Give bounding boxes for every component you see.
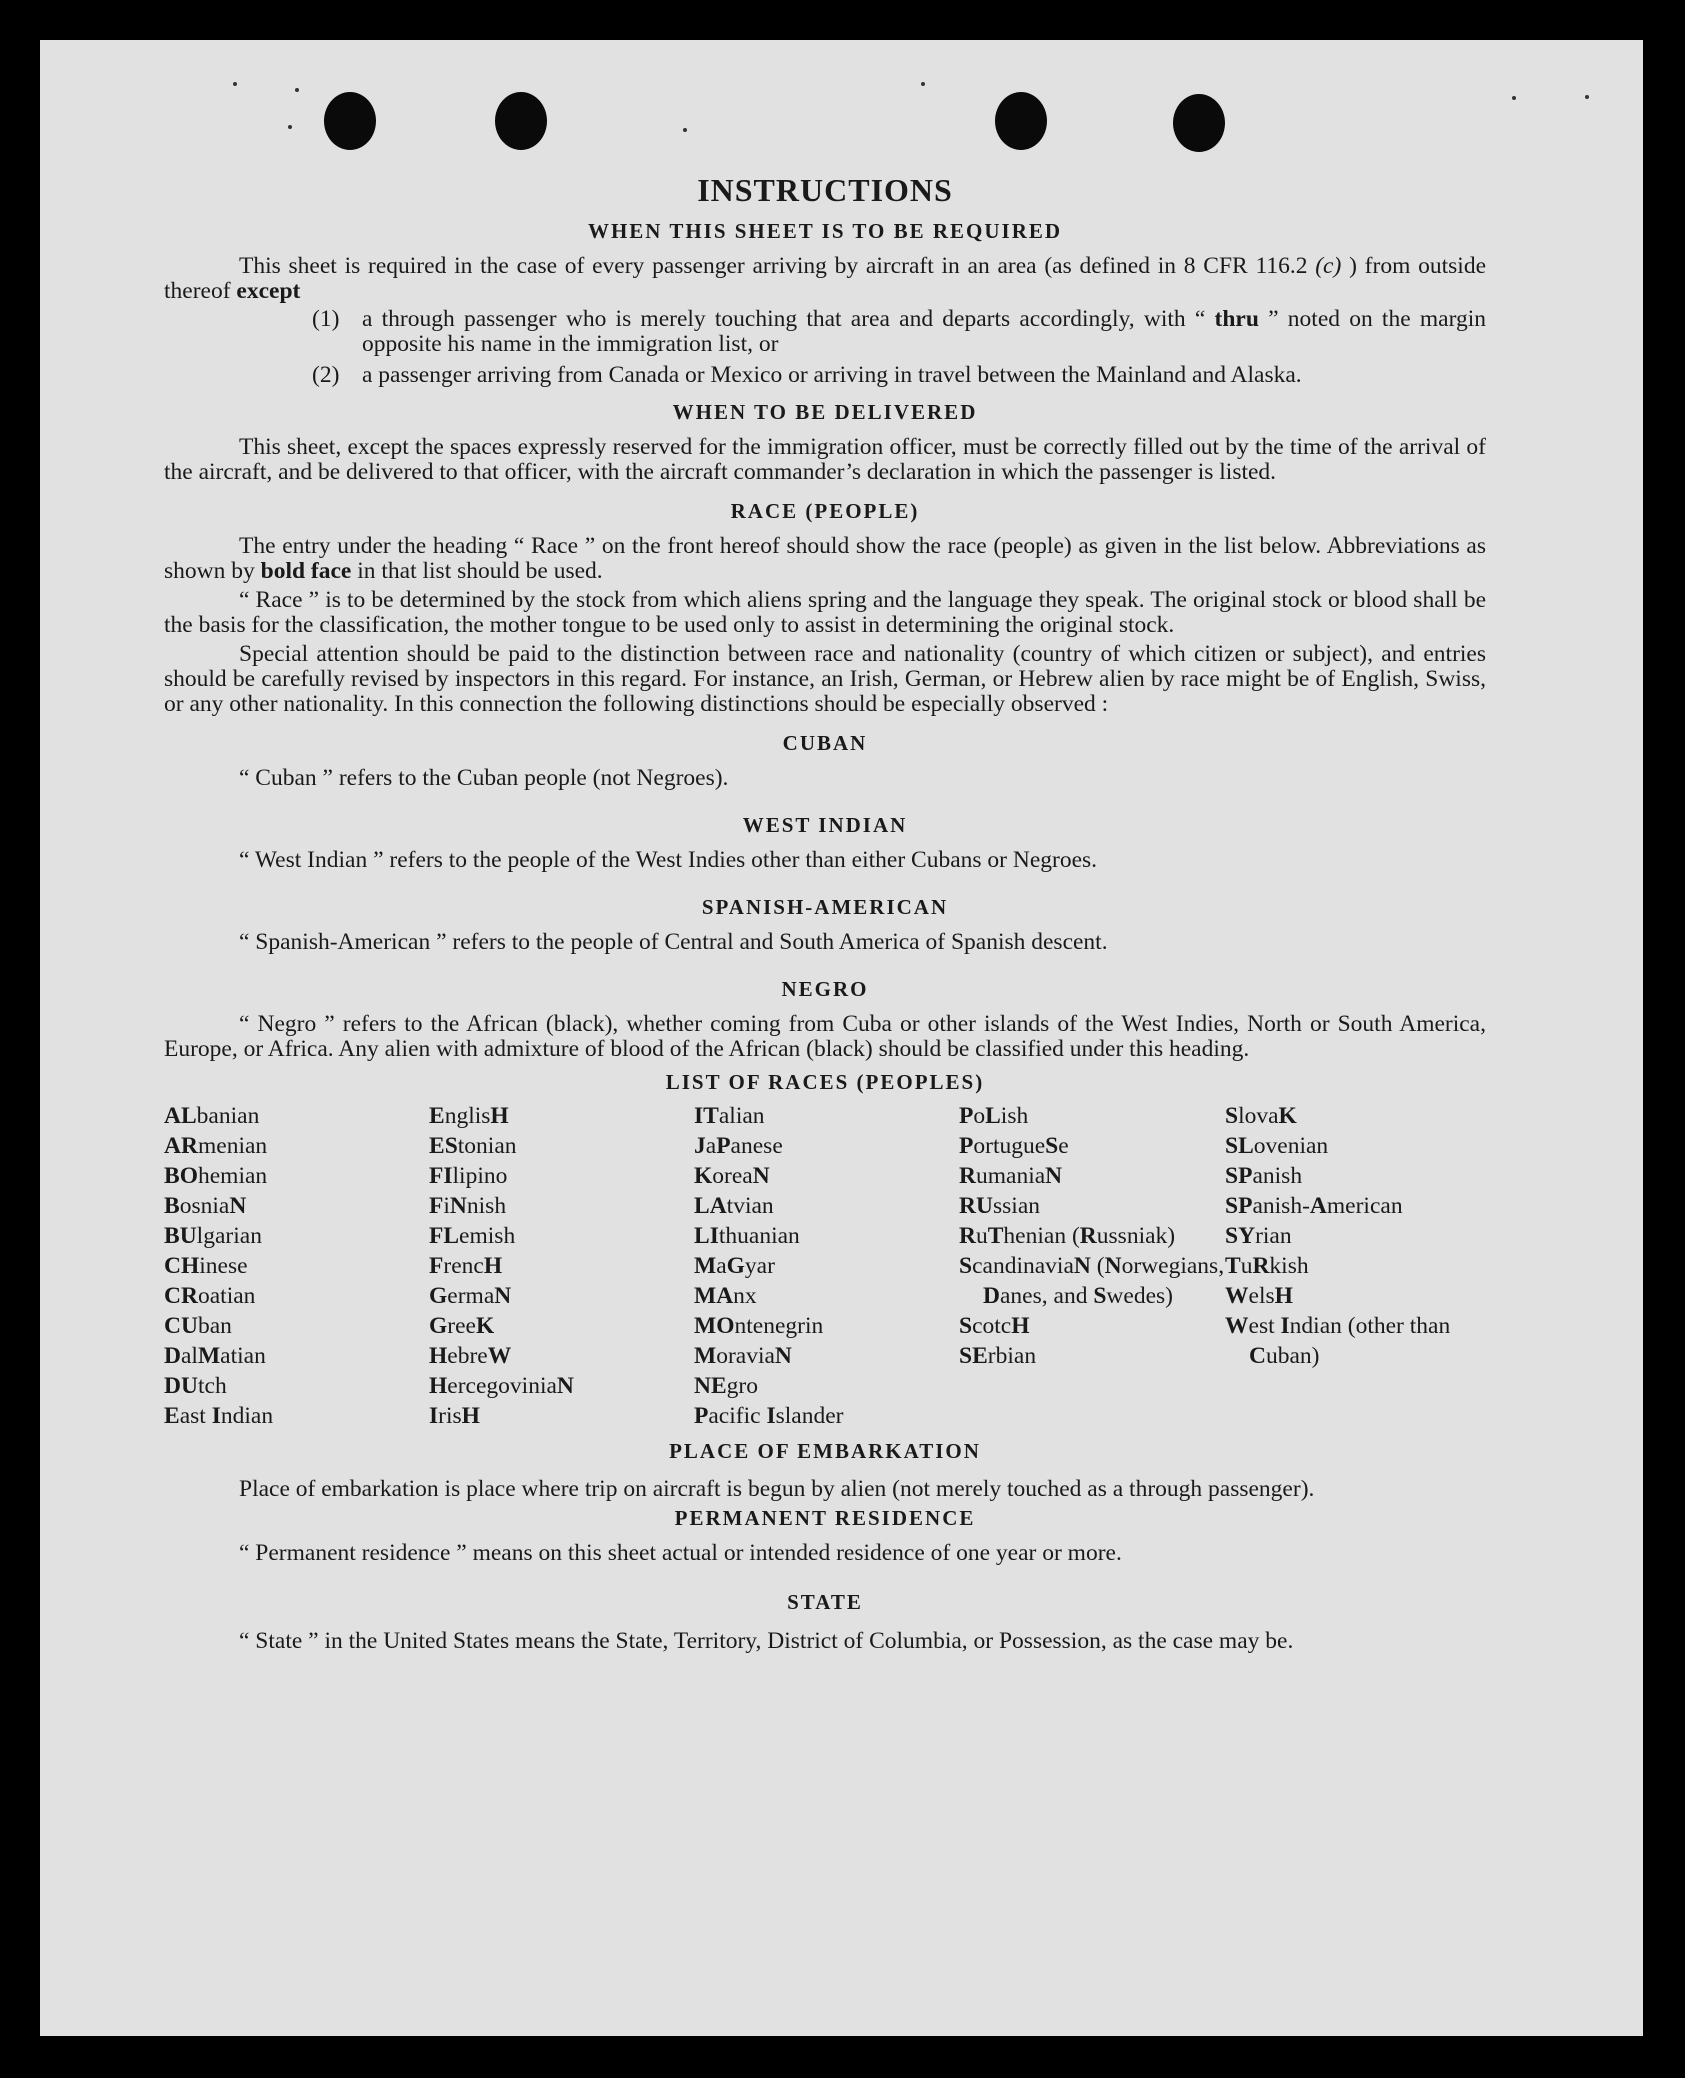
race-item: PortugueSe — [959, 1133, 1069, 1159]
race-item: ScandinaviaN (Norwegians, Danes, and Swedes) — [959, 1253, 1225, 1309]
punch-hole — [495, 92, 547, 150]
race-item: MoraviaN — [694, 1343, 792, 1369]
speck — [233, 82, 237, 86]
item-1-number: (1) — [312, 306, 340, 332]
race-list — [164, 1101, 1486, 1431]
race-item: SPanish-American — [1225, 1193, 1403, 1219]
race-item: TuRkish — [1225, 1253, 1309, 1279]
speck — [1512, 96, 1516, 100]
race-item: BUlgarian — [164, 1223, 262, 1249]
heading-embarkation: PLACE OF EMBARKATION — [669, 1439, 981, 1463]
item-1 — [164, 307, 1486, 357]
race-item: EStonian — [429, 1133, 517, 1159]
race-column — [164, 1101, 429, 1431]
race-item: LIthuanian — [694, 1223, 800, 1249]
race-item: MAnx — [694, 1283, 757, 1309]
race-item: HebreW — [429, 1343, 512, 1369]
race-item: NEgro — [694, 1373, 758, 1399]
page-title: INSTRUCTIONS — [697, 172, 953, 208]
race-item: FLemish — [429, 1223, 516, 1249]
race-item: JaPanese — [694, 1133, 783, 1159]
speck — [295, 88, 299, 92]
race-column — [1225, 1101, 1486, 1431]
race-item: FiNnish — [429, 1193, 507, 1219]
race-p1-text-a: The entry under the heading “ Race ” on the front hereof should show the race (people) as given in the list below. Abbreviations as shown by — [164, 533, 1486, 584]
race-item: SlovaK — [1225, 1103, 1297, 1129]
item-2 — [164, 363, 1486, 388]
punch-hole — [1173, 94, 1225, 152]
race-item: MOntenegrin — [694, 1313, 824, 1339]
race-item: LAtvian — [694, 1193, 774, 1219]
race-item: BOhemian — [164, 1163, 268, 1189]
race-item: SErbian — [959, 1343, 1037, 1369]
bold-face-words: bold face — [260, 558, 352, 584]
delivered-paragraph: This sheet, except the spaces expressly reserved for the immigration officer, must be correctly filled out by the time of the arrival of the aircraft, and be delivered to that officer, with the aircraft commander’s declaration in which the passenger is listed. — [164, 434, 1486, 485]
heading-negro: NEGRO — [781, 977, 869, 1001]
race-item: ITalian — [694, 1103, 765, 1129]
race-item: FIlipino — [429, 1163, 508, 1189]
race-p1-text-b: in that list should be used. — [351, 558, 603, 584]
speck — [288, 125, 292, 129]
race-item: GermaN — [429, 1283, 512, 1309]
race-item: CHinese — [164, 1253, 248, 1279]
intro-paragraph — [164, 254, 1486, 304]
race-item: CRoatian — [164, 1283, 256, 1309]
intro-text-b: ) from outside thereof — [164, 253, 1487, 304]
race-item: SYrian — [1225, 1223, 1292, 1249]
punch-hole — [995, 92, 1047, 150]
race-item: MaGyar — [694, 1253, 775, 1279]
item-1-text-b: ” noted on the margin opposite his name in the immigration list, or — [362, 306, 1487, 357]
state-text: “ State ” in the United States means the State, Territory, District of Columbia, or Possession, as the case may be. — [239, 1628, 1294, 1654]
race-item: Pacific Islander — [694, 1403, 844, 1429]
speck — [683, 128, 687, 132]
instructions-content — [164, 172, 1486, 1657]
heading-permanent-residence: PERMANENT RESIDENCE — [674, 1506, 976, 1530]
embarkation-text: Place of embarkation is place where trip on aircraft is begun by alien (not merely touched as a through passenger). — [239, 1476, 1315, 1502]
race-column — [429, 1101, 694, 1431]
race-item: PoLish — [959, 1103, 1029, 1129]
race-item: DalMatian — [164, 1343, 266, 1369]
race-item: KoreaN — [694, 1163, 770, 1189]
item-2-text: a passenger arriving from Canada or Mexico or arriving in travel between the Mainland and Alaska. — [362, 362, 1302, 388]
residence-text: “ Permanent residence ” means on this sheet actual or intended residence of one year or more. — [239, 1540, 1122, 1566]
race-item: West Indian (other than Cuban) — [1225, 1313, 1451, 1369]
race-column — [959, 1101, 1225, 1431]
heading-cuban: CUBAN — [782, 731, 868, 755]
race-item: SPanish — [1225, 1163, 1303, 1189]
heading-race: RACE (PEOPLE) — [730, 499, 920, 523]
race-item: SLovenian — [1225, 1133, 1329, 1159]
heading-list-of-races: LIST OF RACES (PEOPLES) — [665, 1070, 985, 1094]
race-item: EnglisH — [429, 1103, 509, 1129]
thru-word: thru — [1214, 306, 1259, 332]
spanish-american-text: “ Spanish-American ” refers to the people of Central and South America of Spanish descent. — [239, 929, 1108, 955]
heading-west-indian: WEST INDIAN — [742, 813, 908, 837]
race-item: RumaniaN — [959, 1163, 1063, 1189]
race-item: GreeK — [429, 1313, 495, 1339]
item-2-number: (2) — [312, 362, 340, 388]
negro-text: “ Negro ” refers to the African (black), whether coming from Cuba or other islands of the West Indies, North or South America, Europe, or Africa. Any alien with admixture of blood of the African (black) should be classified under this heading. — [164, 1011, 1486, 1062]
heading-when-delivered: WHEN TO BE DELIVERED — [672, 400, 978, 424]
race-item: FrencH — [429, 1253, 503, 1279]
intro-text: This sheet is required in the case of every passenger arriving by aircraft in an area (as defined in 8 CFR 116.2 — [239, 253, 1316, 279]
heading-when-required: WHEN THIS SHEET IS TO BE REQUIRED — [587, 219, 1063, 243]
cuban-text: “ Cuban ” refers to the Cuban people (not Negroes). — [239, 765, 729, 791]
race-column — [694, 1101, 959, 1431]
except-word: except — [236, 278, 301, 304]
punch-hole — [324, 92, 376, 150]
race-item: DUtch — [164, 1373, 227, 1399]
item-1-text-a: a through passenger who is merely touching that area and departs accordingly, with “ — [362, 306, 1215, 332]
speck — [1585, 95, 1589, 99]
race-item: RuThenian (Russniak) — [959, 1223, 1176, 1249]
race-item: WelsH — [1225, 1283, 1293, 1309]
heading-state: STATE — [787, 1590, 863, 1614]
speck — [921, 82, 925, 86]
race-item: HercegoviniaN — [429, 1373, 574, 1399]
heading-spanish-american: SPANISH-AMERICAN — [701, 895, 949, 919]
race-item: CUban — [164, 1313, 232, 1339]
race-item: IrisH — [429, 1403, 480, 1429]
race-item: ALbanian — [164, 1103, 260, 1129]
race-paragraph-1 — [164, 534, 1486, 584]
race-item: RUssian — [959, 1193, 1040, 1219]
race-item: East Indian — [164, 1403, 274, 1429]
race-item: ScotcH — [959, 1313, 1030, 1339]
west-indian-text: “ West Indian ” refers to the people of the West Indies other than either Cubans or Negroes. — [239, 847, 1098, 873]
race-item: ARmenian — [164, 1133, 268, 1159]
race-paragraph-2: “ Race ” is to be determined by the stock from which aliens spring and the language they speak. The original stock or blood shall be the basis for the classification, the mother tongue to be used only to assist in determining the original stock. — [164, 587, 1486, 638]
intro-c: (c) — [1315, 253, 1342, 279]
race-item: BosniaN — [164, 1193, 247, 1219]
item-1-text — [362, 307, 1486, 357]
race-paragraph-3: Special attention should be paid to the distinction between race and nationality (country of which citizen or subject), and entries should be carefully revised by inspectors in this regard. For instance, an Irish, German, or Hebrew alien by race might be of English, Swiss, or any other nationality. In this connection the following distinctions should be especially observed : — [164, 641, 1486, 717]
